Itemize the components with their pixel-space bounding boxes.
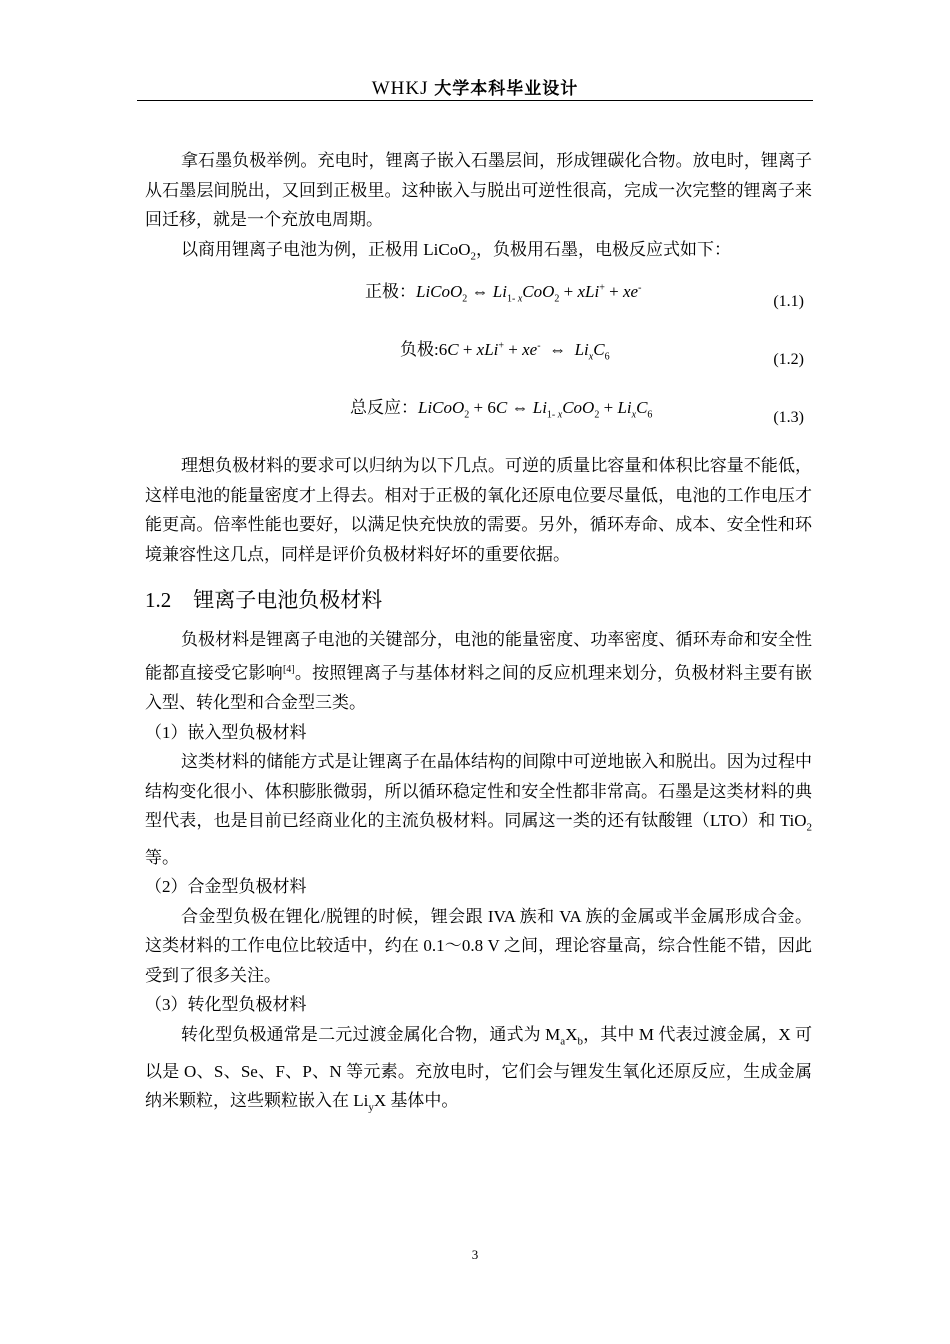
section-title: 锂离子电池负极材料 — [193, 588, 383, 613]
equation-3-label: 总反应： — [350, 398, 418, 418]
equation-2-formula: 负极:6C + xLi+ + xe- ⇔ $Li_xC_6$ — [400, 340, 610, 363]
header-prefix: WHKJ — [371, 78, 435, 99]
equation-2-number: (1.2) — [773, 351, 804, 369]
equation-2 — [145, 335, 812, 393]
page-header — [137, 74, 813, 100]
subheading-3: （3）转化型负极材料 — [145, 995, 307, 1015]
paragraph-6: 合金型负极在锂化/脱锂的时候，锂会跟 IVA 族和 VA 族的金属或半金属形成合金。这类材料的工作电位比较适中，约在 0.1～0.8 V 之间，理论容量高，综合性能不错，因此受到了很多关注。 — [145, 906, 812, 985]
equation-3-formula: 总反应：LiCoO$_2$ + 6C ⇔ $Li_{1- x}CoO_2 + Li_xC_6$ — [350, 398, 653, 421]
equation-1 — [145, 277, 812, 335]
paragraph-1: 拿石墨负极举例。充电时，锂离子嵌入石墨层间，形成锂碳化合物。放电时，锂离子从石墨层间脱出，又回到正极里。这种嵌入与脱出可逆性很高，完成一次完整的锂离子来回迁移，就是一个充放电周期。 — [145, 151, 812, 229]
equation-1-formula: 正极：LiCoO$_2$ ⇔ $Li_{1- x}CoO_2 + xLi^+ + xe^-$ — [365, 282, 642, 305]
section-heading — [145, 585, 812, 615]
subheading-2: （2）合金型负极材料 — [145, 877, 307, 897]
header-title: 大学本科毕业设计 — [434, 79, 579, 99]
equation-3 — [145, 393, 812, 451]
section-number: 1.2 — [145, 588, 172, 613]
page-number: 3 — [471, 1247, 479, 1262]
paragraph-2: 以商用锂离子电池为例，正极用 LiCoO$_2$，负极用石墨，电极反应式如下： — [181, 239, 731, 262]
citation-ref: [4] — [282, 663, 295, 675]
body-text — [145, 146, 812, 1123]
equation-2-label: 负极: — [400, 340, 439, 360]
paragraph-4: 负极材料是锂离子电池的关键部分，电池的能量密度、功率密度、循环寿命和安全性能都直接受它影响[4]。按照锂离子与基体材料之间的反应机理来划分，负极材料主要有嵌入型、转化型和合金型三类。 — [145, 630, 813, 713]
header-rule — [137, 100, 813, 101]
paragraph-7: 转化型负极通常是二元过渡金属化合物，通式为 $M_aX_b$，其中 M 代表过渡金属，X 可以是 O、S、Se、F、P、N 等元素。充放电时，它们会与锂发生氧化还原反应，生成金属纳米颗粒，这些颗粒嵌入在 $Li_yX$ 基体中。 — [145, 1024, 812, 1114]
paragraph-5: 这类材料的储能方式是让锂离子在晶体结构的间隙中可逆地嵌入和脱出。因为过程中结构变化很小、体积膨胀微弱，所以循环稳定性和安全性都非常高。石墨是这类材料的典型代表，也是目前已经商业化的主流负极材料。同属这一类的还有钛酸锂（LTO）和 TiO$_2$等。 — [145, 752, 812, 867]
equation-1-number: (1.1) — [773, 293, 804, 311]
equation-3-number: (1.3) — [773, 409, 804, 427]
paragraph-3: 理想负极材料的要求可以归纳为以下几点。可逆的质量比容量和体积比容量不能低，这样电池的能量密度才上得去。相对于正极的氧化还原电位要尽量低，电池的工作电压才能更高。倍率性能也要好，以满足快充快放的需要。另外，循环寿命、成本、安全性和环境兼容性这几点，同样是评价负极材料好坏的重要依据。 — [145, 456, 812, 564]
subheading-1: （1）嵌入型负极材料 — [145, 722, 307, 742]
equation-1-label: 正极： — [365, 282, 416, 302]
